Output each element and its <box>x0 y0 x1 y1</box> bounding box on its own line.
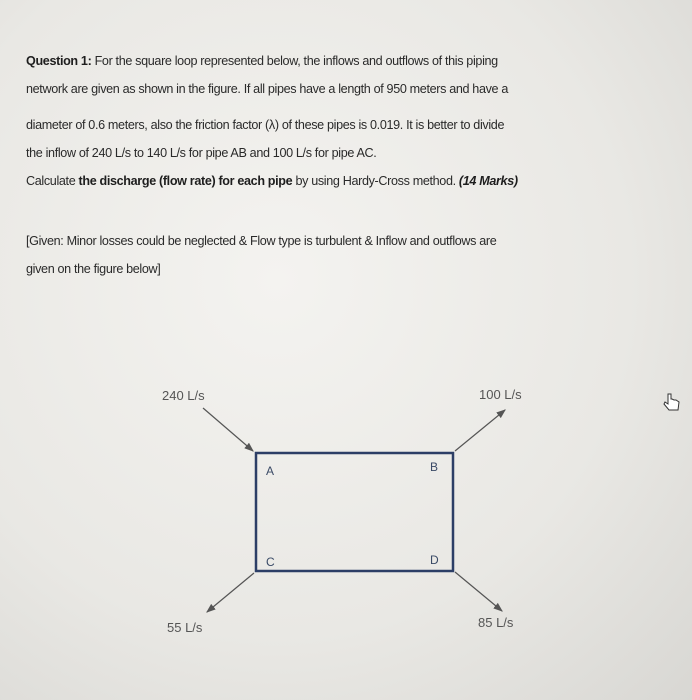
outflow-c-label: 55 L/s <box>167 620 203 635</box>
question-label: Question 1: <box>26 54 92 68</box>
inflow-a-label: 240 L/s <box>162 388 205 403</box>
question-line-3: diameter of 0.6 meters, also the friction factor (λ) of these pipes is 0.019. It is better to divide <box>26 118 505 132</box>
given-line-2: given on the figure below] <box>26 262 161 276</box>
given-line-1: [Given: Minor losses could be neglected & Flow type is turbulent & Inflow and outflows are <box>26 234 497 248</box>
node-c-label: C <box>266 555 275 569</box>
outflow-arrow-c <box>207 573 254 612</box>
pipe-loop <box>256 453 453 571</box>
outflow-d-label: 85 L/s <box>478 615 514 630</box>
question-line-4: the inflow of 240 L/s to 140 L/s for pipe AB and 100 L/s for pipe AC. <box>26 146 377 160</box>
question-line-2: network are given as shown in the figure. If all pipes have a length of 950 meters and have a <box>26 82 509 96</box>
node-d-label: D <box>430 553 439 567</box>
outflow-b-label: 100 L/s <box>479 387 522 402</box>
pointer-hand-icon <box>664 394 679 410</box>
question-line-5: Calculate the discharge (flow rate) for each pipe by using Hardy-Cross method. (14 Marks) <box>26 174 518 188</box>
outflow-arrow-b <box>455 410 505 451</box>
inflow-arrow-a <box>203 408 253 451</box>
question-line-1: Question 1: For the square loop represented below, the inflows and outflows of this piping <box>26 54 498 68</box>
node-a-label: A <box>266 464 275 478</box>
outflow-arrow-d <box>455 572 502 611</box>
node-b-label: B <box>430 460 439 474</box>
